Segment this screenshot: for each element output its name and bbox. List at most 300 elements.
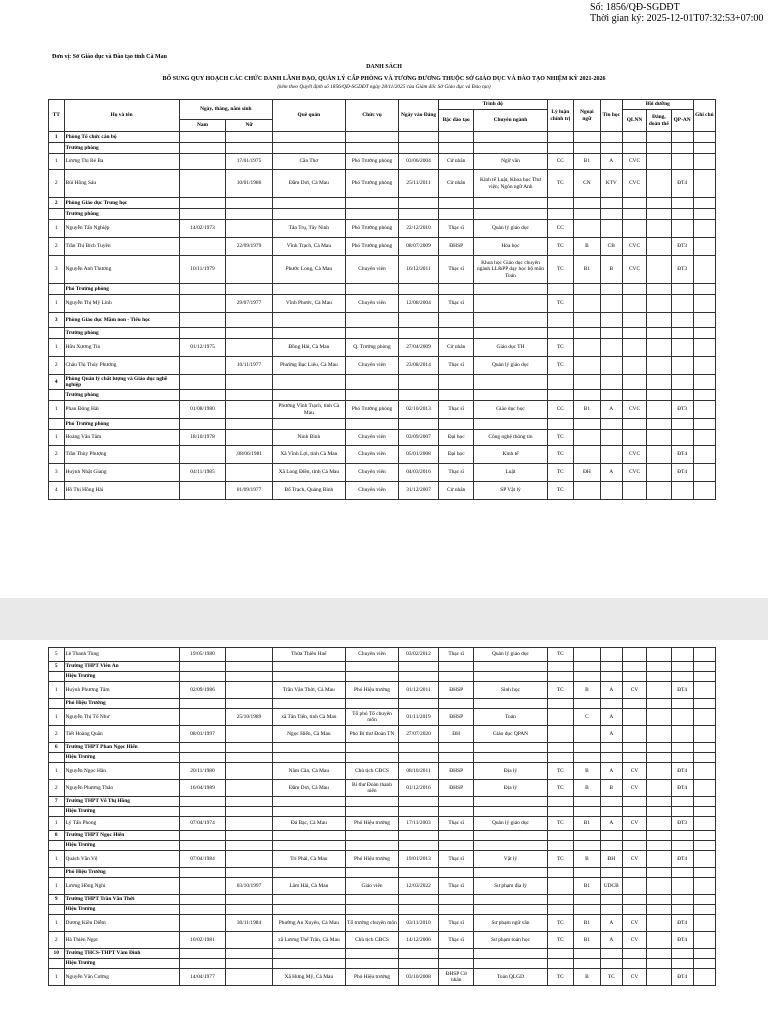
section-number: 8 bbox=[49, 831, 65, 841]
empty-cell bbox=[647, 831, 671, 841]
empty-cell bbox=[647, 895, 671, 905]
empty-cell bbox=[647, 313, 671, 328]
birth-date-male: 14/02/1973 bbox=[179, 220, 226, 238]
party-join-date: 03/11/2010 bbox=[399, 915, 439, 932]
qp-an bbox=[671, 357, 693, 375]
it-skill: TC bbox=[600, 969, 622, 986]
person-name: Nguyễn Thị Mỹ Linh bbox=[64, 295, 179, 313]
empty-cell bbox=[574, 313, 601, 328]
empty-cell bbox=[272, 905, 345, 915]
empty-cell bbox=[600, 868, 622, 878]
empty-cell bbox=[438, 831, 473, 841]
empty-cell bbox=[345, 959, 398, 969]
empty-cell bbox=[438, 949, 473, 959]
hometown: Đá Bạc, Cà Mau bbox=[272, 817, 345, 831]
empty-cell bbox=[474, 284, 547, 295]
empty-cell bbox=[49, 905, 65, 915]
qlnn bbox=[622, 709, 646, 726]
empty-cell bbox=[345, 328, 398, 339]
empty-cell bbox=[438, 807, 473, 817]
foreign-language: ĐH bbox=[574, 464, 601, 482]
subsection-row bbox=[49, 841, 716, 851]
birth-date-female bbox=[226, 726, 273, 743]
empty-cell bbox=[600, 831, 622, 841]
section-number: 6 bbox=[49, 743, 65, 753]
header-party-union: Đảng, đoàn thể bbox=[647, 110, 671, 132]
table-row bbox=[49, 915, 716, 932]
subsection-name: Phó Trưởng phòng bbox=[64, 284, 179, 295]
empty-cell bbox=[345, 313, 398, 328]
empty-cell bbox=[547, 831, 574, 841]
hometown: xã Tân Tiến, tỉnh Cà Mau bbox=[272, 709, 345, 726]
empty-cell bbox=[438, 390, 473, 401]
notes bbox=[693, 763, 715, 780]
empty-cell bbox=[179, 284, 226, 295]
position: Phó Hiệu trưởng bbox=[345, 851, 398, 868]
empty-cell bbox=[399, 143, 439, 154]
table-row bbox=[49, 256, 716, 284]
empty-cell bbox=[547, 807, 574, 817]
empty-cell bbox=[399, 419, 439, 430]
degree: Cử nhân bbox=[438, 339, 473, 357]
party-union bbox=[647, 915, 671, 932]
subsection-name: Trưởng phòng bbox=[64, 390, 179, 401]
subsection-name: Phó Hiệu Trưởng bbox=[64, 699, 179, 709]
political-theory: TC bbox=[547, 238, 574, 256]
hometown: Xã Vĩnh Lợi, tỉnh Cà Mau bbox=[272, 446, 345, 464]
foreign-language bbox=[574, 295, 601, 313]
empty-cell bbox=[647, 132, 671, 143]
notes bbox=[693, 430, 715, 446]
qlnn: CV bbox=[622, 780, 646, 797]
empty-cell bbox=[226, 328, 273, 339]
subsection-row bbox=[49, 672, 716, 682]
degree: ĐHSP bbox=[438, 780, 473, 797]
empty-cell bbox=[226, 797, 273, 807]
empty-cell bbox=[622, 753, 646, 763]
political-theory: TC bbox=[547, 932, 574, 949]
empty-cell bbox=[474, 699, 547, 709]
major: Toán bbox=[474, 709, 547, 726]
party-union bbox=[647, 726, 671, 743]
row-number: 2 bbox=[49, 357, 65, 375]
empty-cell bbox=[49, 699, 65, 709]
empty-cell bbox=[600, 419, 622, 430]
empty-cell bbox=[438, 672, 473, 682]
header-female: Nữ bbox=[226, 120, 273, 132]
notes bbox=[693, 915, 715, 932]
row-number: 1 bbox=[49, 154, 65, 170]
subsection-name: Trưởng phòng bbox=[64, 143, 179, 154]
qlnn: CVC bbox=[622, 154, 646, 170]
empty-cell bbox=[574, 743, 601, 753]
it-skill: A bbox=[600, 401, 622, 419]
empty-cell bbox=[272, 699, 345, 709]
empty-cell bbox=[438, 959, 473, 969]
empty-cell bbox=[574, 831, 601, 841]
party-union bbox=[647, 851, 671, 868]
foreign-language: CN bbox=[574, 170, 601, 198]
notes bbox=[693, 482, 715, 500]
subsection-row bbox=[49, 390, 716, 401]
row-number: 1 bbox=[49, 220, 65, 238]
hometown: Phường Vĩnh Trạch, tỉnh Cà Mau bbox=[272, 401, 345, 419]
qp-an: ĐT4 bbox=[671, 763, 693, 780]
empty-cell bbox=[547, 209, 574, 220]
empty-cell bbox=[671, 328, 693, 339]
empty-cell bbox=[547, 743, 574, 753]
empty-cell bbox=[226, 313, 273, 328]
degree: Đại học bbox=[438, 430, 473, 446]
qp-an: ĐT3 bbox=[671, 256, 693, 284]
party-join-date: 03/09/2007 bbox=[399, 430, 439, 446]
qlnn: CV bbox=[622, 851, 646, 868]
empty-cell bbox=[399, 959, 439, 969]
empty-cell bbox=[345, 390, 398, 401]
major: Sư phạm ngữ văn bbox=[474, 915, 547, 932]
empty-cell bbox=[226, 807, 273, 817]
party-join-date: 01/12/2016 bbox=[399, 780, 439, 797]
empty-cell bbox=[693, 699, 715, 709]
degree: ĐH bbox=[438, 726, 473, 743]
empty-cell bbox=[547, 895, 574, 905]
position: Chuyên viên bbox=[345, 256, 398, 284]
empty-cell bbox=[345, 797, 398, 807]
empty-cell bbox=[179, 662, 226, 672]
hometown: xã Lương Thế Trân, Cà Mau bbox=[272, 932, 345, 949]
table-row bbox=[49, 969, 716, 986]
empty-cell bbox=[574, 672, 601, 682]
subsection-name: Trưởng phòng bbox=[64, 209, 179, 220]
row-number: 1 bbox=[49, 969, 65, 986]
birth-date-male bbox=[179, 709, 226, 726]
empty-cell bbox=[438, 284, 473, 295]
empty-cell bbox=[647, 662, 671, 672]
qlnn bbox=[622, 430, 646, 446]
position: Phó Hiệu trưởng bbox=[345, 817, 398, 831]
table-row bbox=[49, 430, 716, 446]
empty-cell bbox=[671, 284, 693, 295]
person-name: Châu Thị Thúy Phương bbox=[64, 357, 179, 375]
it-skill bbox=[600, 220, 622, 238]
empty-cell bbox=[226, 895, 273, 905]
empty-cell bbox=[547, 753, 574, 763]
degree: Thạc sĩ bbox=[438, 256, 473, 284]
empty-cell bbox=[49, 390, 65, 401]
empty-cell bbox=[345, 807, 398, 817]
section-name: Trường THPT Võ Thị Hồng bbox=[64, 797, 179, 807]
party-union bbox=[647, 430, 671, 446]
empty-cell bbox=[345, 132, 398, 143]
person-name: Hồ Thị Hồng Hải bbox=[64, 482, 179, 500]
degree: Thạc sĩ bbox=[438, 357, 473, 375]
empty-cell bbox=[474, 868, 547, 878]
degree: ĐHSP bbox=[438, 763, 473, 780]
section-number: 3 bbox=[49, 313, 65, 328]
table-body-page-1 bbox=[49, 132, 716, 500]
subsection-row bbox=[49, 807, 716, 817]
degree: Thạc sĩ bbox=[438, 220, 473, 238]
empty-cell bbox=[622, 831, 646, 841]
empty-cell bbox=[474, 753, 547, 763]
empty-cell bbox=[574, 753, 601, 763]
empty-cell bbox=[671, 905, 693, 915]
empty-cell bbox=[622, 390, 646, 401]
party-join-date: 27/04/2009 bbox=[399, 339, 439, 357]
empty-cell bbox=[474, 209, 547, 220]
empty-cell bbox=[622, 209, 646, 220]
foreign-language: B1 bbox=[574, 154, 601, 170]
qp-an bbox=[671, 339, 693, 357]
empty-cell bbox=[647, 905, 671, 915]
hometown: Bố Trạch, Quảng Bình bbox=[272, 482, 345, 500]
degree: Thạc sĩ bbox=[438, 878, 473, 895]
section-row bbox=[49, 132, 716, 143]
empty-cell bbox=[622, 375, 646, 390]
empty-cell bbox=[49, 959, 65, 969]
foreign-language bbox=[574, 357, 601, 375]
birth-date-male: 02/09/1986 bbox=[179, 682, 226, 699]
political-theory: TC bbox=[547, 482, 574, 500]
section-row bbox=[49, 949, 716, 959]
empty-cell bbox=[622, 284, 646, 295]
foreign-language: B bbox=[574, 851, 601, 868]
birth-date-male bbox=[179, 238, 226, 256]
foreign-language: B1 bbox=[574, 915, 601, 932]
empty-cell bbox=[272, 807, 345, 817]
empty-cell bbox=[474, 198, 547, 209]
degree: ĐHSP bbox=[438, 709, 473, 726]
empty-cell bbox=[179, 209, 226, 220]
it-skill: KTV bbox=[600, 170, 622, 198]
empty-cell bbox=[647, 328, 671, 339]
row-number: 1 bbox=[49, 339, 65, 357]
foreign-language: C bbox=[574, 709, 601, 726]
birth-date-male: 01/12/1975 bbox=[179, 339, 226, 357]
hometown: Trần Văn Thời, Cà Mau bbox=[272, 682, 345, 699]
empty-cell bbox=[693, 868, 715, 878]
party-join-date: 12/03/2022 bbox=[399, 878, 439, 895]
empty-cell bbox=[179, 419, 226, 430]
notes bbox=[693, 170, 715, 198]
qlnn: CVC bbox=[622, 446, 646, 464]
qp-an: ĐT3 bbox=[671, 817, 693, 831]
empty-cell bbox=[574, 699, 601, 709]
empty-cell bbox=[622, 807, 646, 817]
empty-cell bbox=[574, 895, 601, 905]
birth-date-female bbox=[226, 256, 273, 284]
notes bbox=[693, 878, 715, 895]
section-name: Phòng Quản lý chất lượng và Giáo dục nghề nghiệp bbox=[64, 375, 179, 390]
empty-cell bbox=[622, 743, 646, 753]
subsection-name: Phó Trưởng phòng bbox=[64, 419, 179, 430]
empty-cell bbox=[474, 132, 547, 143]
empty-cell bbox=[574, 949, 601, 959]
party-union bbox=[647, 170, 671, 198]
empty-cell bbox=[179, 132, 226, 143]
empty-cell bbox=[345, 895, 398, 905]
major: Vật lý bbox=[474, 851, 547, 868]
party-union bbox=[647, 256, 671, 284]
qp-an bbox=[671, 430, 693, 446]
empty-cell bbox=[226, 868, 273, 878]
degree: Thạc sĩ bbox=[438, 464, 473, 482]
major: Giáo dục QPAN bbox=[474, 726, 547, 743]
empty-cell bbox=[647, 949, 671, 959]
political-theory: TC bbox=[547, 851, 574, 868]
person-name: Lý Tấn Phong bbox=[64, 817, 179, 831]
table-row bbox=[49, 401, 716, 419]
qp-an: ĐT4 bbox=[671, 969, 693, 986]
party-join-date: 23/08/2014 bbox=[399, 357, 439, 375]
empty-cell bbox=[600, 284, 622, 295]
row-number: 1 bbox=[49, 295, 65, 313]
empty-cell bbox=[272, 662, 345, 672]
degree: Đại học bbox=[438, 446, 473, 464]
qp-an: ĐT4 bbox=[671, 915, 693, 932]
it-skill: A bbox=[600, 682, 622, 699]
table-row bbox=[49, 220, 716, 238]
empty-cell bbox=[693, 905, 715, 915]
empty-cell bbox=[179, 868, 226, 878]
birth-date-female bbox=[226, 648, 273, 662]
birth-date-female: 10/11/1977 bbox=[226, 357, 273, 375]
empty-cell bbox=[671, 672, 693, 682]
party-join-date: 01/11/2019 bbox=[399, 709, 439, 726]
political-theory: TC bbox=[547, 446, 574, 464]
major: Kinh tế Luật, Khoa học Thư viện; Ngôn ngữ Anh bbox=[474, 170, 547, 198]
empty-cell bbox=[647, 743, 671, 753]
major: Địa lý bbox=[474, 780, 547, 797]
position: Chuyên viên bbox=[345, 464, 398, 482]
political-theory: TC bbox=[547, 256, 574, 284]
hometown: Cần Thơ bbox=[272, 154, 345, 170]
birth-date-male: 10/02/1981 bbox=[179, 932, 226, 949]
row-number: 1 bbox=[49, 401, 65, 419]
major: Hóa học bbox=[474, 238, 547, 256]
empty-cell bbox=[179, 895, 226, 905]
row-number: 3 bbox=[49, 464, 65, 482]
row-number: 1 bbox=[49, 915, 65, 932]
empty-cell bbox=[647, 699, 671, 709]
empty-cell bbox=[574, 419, 601, 430]
empty-cell bbox=[272, 831, 345, 841]
qp-an bbox=[671, 154, 693, 170]
political-theory: TC bbox=[547, 915, 574, 932]
foreign-language: B bbox=[574, 682, 601, 699]
political-theory: CC bbox=[547, 220, 574, 238]
birth-date-female: ,08/06/1981 bbox=[226, 446, 273, 464]
party-join-date: 14/12/2006 bbox=[399, 932, 439, 949]
empty-cell bbox=[226, 699, 273, 709]
empty-cell bbox=[272, 328, 345, 339]
empty-cell bbox=[272, 209, 345, 220]
empty-cell bbox=[272, 868, 345, 878]
empty-cell bbox=[547, 132, 574, 143]
empty-cell bbox=[622, 949, 646, 959]
qp-an: ĐT4 bbox=[671, 780, 693, 797]
empty-cell bbox=[179, 143, 226, 154]
empty-cell bbox=[671, 313, 693, 328]
section-number: 10 bbox=[49, 949, 65, 959]
empty-cell bbox=[671, 831, 693, 841]
empty-cell bbox=[574, 375, 601, 390]
subsection-name: Hiệu Trưởng bbox=[64, 753, 179, 763]
party-union bbox=[647, 780, 671, 797]
qp-an bbox=[671, 482, 693, 500]
empty-cell bbox=[226, 743, 273, 753]
empty-cell bbox=[693, 209, 715, 220]
person-name: Nguyễn Tấn Nghiệp bbox=[64, 220, 179, 238]
hometown: Đồng Hải, Cà Mau bbox=[272, 339, 345, 357]
political-theory bbox=[547, 726, 574, 743]
empty-cell bbox=[671, 841, 693, 851]
header-education: Trình độ bbox=[438, 100, 547, 110]
empty-cell bbox=[49, 143, 65, 154]
empty-cell bbox=[226, 662, 273, 672]
birth-date-female bbox=[226, 464, 273, 482]
empty-cell bbox=[693, 390, 715, 401]
subsection-name: Hiệu Trưởng bbox=[64, 807, 179, 817]
row-number: 1 bbox=[49, 851, 65, 868]
it-skill: A bbox=[600, 154, 622, 170]
empty-cell bbox=[272, 797, 345, 807]
party-join-date: 17/11/2003 bbox=[399, 817, 439, 831]
party-union bbox=[647, 482, 671, 500]
subsection-row bbox=[49, 143, 716, 154]
foreign-language: B1 bbox=[574, 256, 601, 284]
party-union bbox=[647, 817, 671, 831]
empty-cell bbox=[647, 390, 671, 401]
table-row bbox=[49, 482, 716, 500]
party-union bbox=[647, 446, 671, 464]
position: Tổ trưởng chuyên môn bbox=[345, 915, 398, 932]
party-join-date: 31/12/2007 bbox=[399, 482, 439, 500]
empty-cell bbox=[622, 143, 646, 154]
empty-cell bbox=[179, 841, 226, 851]
empty-cell bbox=[438, 662, 473, 672]
birth-date-male: 07/04/1974 bbox=[179, 817, 226, 831]
birth-date-female bbox=[226, 430, 273, 446]
hometown: Phước Long, Cà Mau bbox=[272, 256, 345, 284]
empty-cell bbox=[345, 375, 398, 390]
degree: ĐHSP bbox=[438, 238, 473, 256]
empty-cell bbox=[272, 313, 345, 328]
hometown: Đầm Dơi, Cà Mau bbox=[272, 780, 345, 797]
empty-cell bbox=[547, 143, 574, 154]
birth-date-male: 16/04/1989 bbox=[179, 780, 226, 797]
table-row bbox=[49, 339, 716, 357]
table-row bbox=[49, 932, 716, 949]
qp-an: ĐT3 bbox=[671, 401, 693, 419]
party-join-date: 12/08/2004 bbox=[399, 295, 439, 313]
party-union bbox=[647, 682, 671, 699]
position: Bí thư Đoàn thanh niên bbox=[345, 780, 398, 797]
person-name: Lương Thị Bé Ba bbox=[64, 154, 179, 170]
birth-date-female: 25/10/1989 bbox=[226, 709, 273, 726]
hometown: Phường An Xuyên, Cà Mau bbox=[272, 915, 345, 932]
hometown: Lâm Hải, Cà Mau bbox=[272, 878, 345, 895]
empty-cell bbox=[179, 959, 226, 969]
empty-cell bbox=[600, 375, 622, 390]
empty-cell bbox=[693, 841, 715, 851]
hometown: Ninh Bình bbox=[272, 430, 345, 446]
party-union bbox=[647, 220, 671, 238]
birth-date-male: 18/10/1978 bbox=[179, 430, 226, 446]
section-name: Phòng Tổ chức cán bộ bbox=[64, 132, 179, 143]
empty-cell bbox=[600, 949, 622, 959]
empty-cell bbox=[622, 132, 646, 143]
